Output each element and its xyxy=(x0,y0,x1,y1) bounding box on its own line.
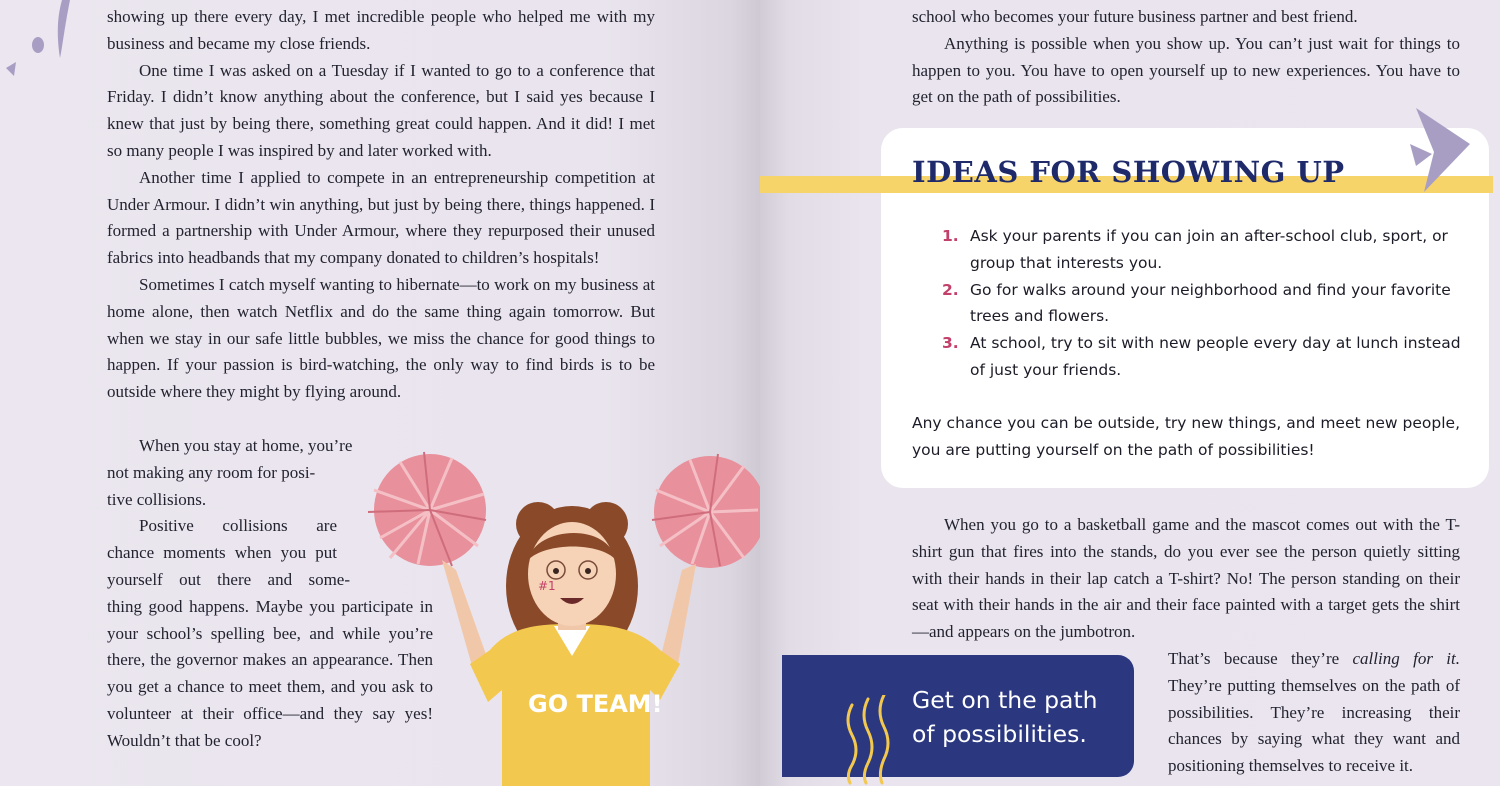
paragraph: showing up there every day, I met incredible people who helped me with my business and became my close friends. xyxy=(107,7,655,53)
paragraph: One time I was asked on a Tuesday if I wanted to go to a conference that Friday. I didn’t know anything about the conference, but I said yes because I knew that just by being there, something great could happen. And it did! I met so many people I was inspired by and later worked with. xyxy=(107,60,655,160)
text-line: When you stay at home, you’re xyxy=(139,436,353,455)
list-item-text: Ask your parents if you can join an after-school club, sport, or group that interests you. xyxy=(970,227,1448,272)
face-paint-text: #1 xyxy=(538,579,556,593)
right-narrow-text xyxy=(1168,646,1460,780)
callout-text xyxy=(912,683,1122,751)
list-item xyxy=(932,277,1472,331)
text-line: Positive collisions are xyxy=(139,516,337,536)
paragraph: Anything is possible when you show up. You can’t just wait for things to happen to you. You have to open yourself up to new experiences. You have to get on the path of possibilities. xyxy=(912,33,1460,107)
ideas-list xyxy=(932,223,1472,384)
paragraph: thing good happens. Maybe you participate in your school’s spelling bee, and while you’re there, the governor makes an appearance. Then you get a chance to meet them, and you ask to volunteer at their office—and they say yes! Wouldn’t that be cool? xyxy=(107,596,433,750)
list-item-text: Go for walks around your neighborhood and find your favorite trees and flowers. xyxy=(970,280,1451,326)
callout-line: Get on the path xyxy=(912,686,1098,714)
paragraph: When you go to a basketball game and the mascot comes out with the T-shirt gun that fires into the stands, do you ever see the person quietly sitting with their hands in their lap catch a T-shirt? No! The person standing on their seat with their hands in the air and their face painted with a target gets the shirt—and appears on the jumbotron. xyxy=(912,515,1460,642)
paragraph: school who becomes your future business partner and best friend. xyxy=(912,7,1358,26)
right-top-text xyxy=(912,4,1460,111)
emphasis-text: calling for it. xyxy=(1352,649,1460,668)
chevron-arrow-icon xyxy=(1410,108,1474,196)
paragraph xyxy=(1168,646,1460,780)
text-line: chance moments when you put xyxy=(107,543,337,563)
text-span: They’re putting themselves on the path of possibilities. They’re increasing their chances by saying what they want and positioning themselves to receive it. xyxy=(1168,675,1460,776)
right-page xyxy=(760,0,1500,786)
brush-stroke-decoration xyxy=(0,0,100,90)
list-item xyxy=(932,223,1472,277)
list-item xyxy=(932,330,1472,384)
list-number: 2. xyxy=(942,280,959,299)
list-item-text: At school, try to sit with new people every day at lunch instead of just your friends. xyxy=(970,334,1461,379)
wavy-lines-icon xyxy=(842,695,902,785)
cheerleader-illustration xyxy=(360,450,760,786)
text-span: That’s because they’re xyxy=(1168,649,1353,668)
text-line: tive collisions. xyxy=(107,489,207,509)
left-main-text xyxy=(107,4,655,406)
pom-pom-right xyxy=(652,454,760,568)
paragraph: Sometimes I catch myself wanting to hibernate—to work on my business at home alone, then watch Netflix and do the same thing again tomorrow. But when we stay in our safe little bubbles, we miss the chance for good things to happen. If your passion is bird-watching, the only way to find birds is to be outside where they might by flying around. xyxy=(107,274,655,402)
callout-line: of possibilities. xyxy=(912,720,1087,748)
paragraph: Another time I applied to compete in an entrepreneurship competition at Under Armour. I didn’t win anything, but just by being there, things happened. I formed a partnership with Under Armour, where they repurposed their unused fabrics into headbands that my company donated to children’s hospitals! xyxy=(107,167,655,268)
card-title: IDEAS FOR SHOWING UP xyxy=(912,155,1345,189)
card-closing-text: Any chance you can be outside, try new things, and meet new people, you are putting yourself on the path of possibilities! xyxy=(912,414,1460,459)
shirt-text: GO TEAM! xyxy=(528,690,663,718)
callout-box xyxy=(782,655,1134,777)
pom-pom-left xyxy=(368,452,486,566)
list-number: 3. xyxy=(942,334,959,353)
text-line: not making any room for posi- xyxy=(107,462,316,482)
text-line: yourself out there and some- xyxy=(107,569,350,589)
right-bottom-text xyxy=(912,512,1460,646)
list-number: 1. xyxy=(942,227,959,245)
